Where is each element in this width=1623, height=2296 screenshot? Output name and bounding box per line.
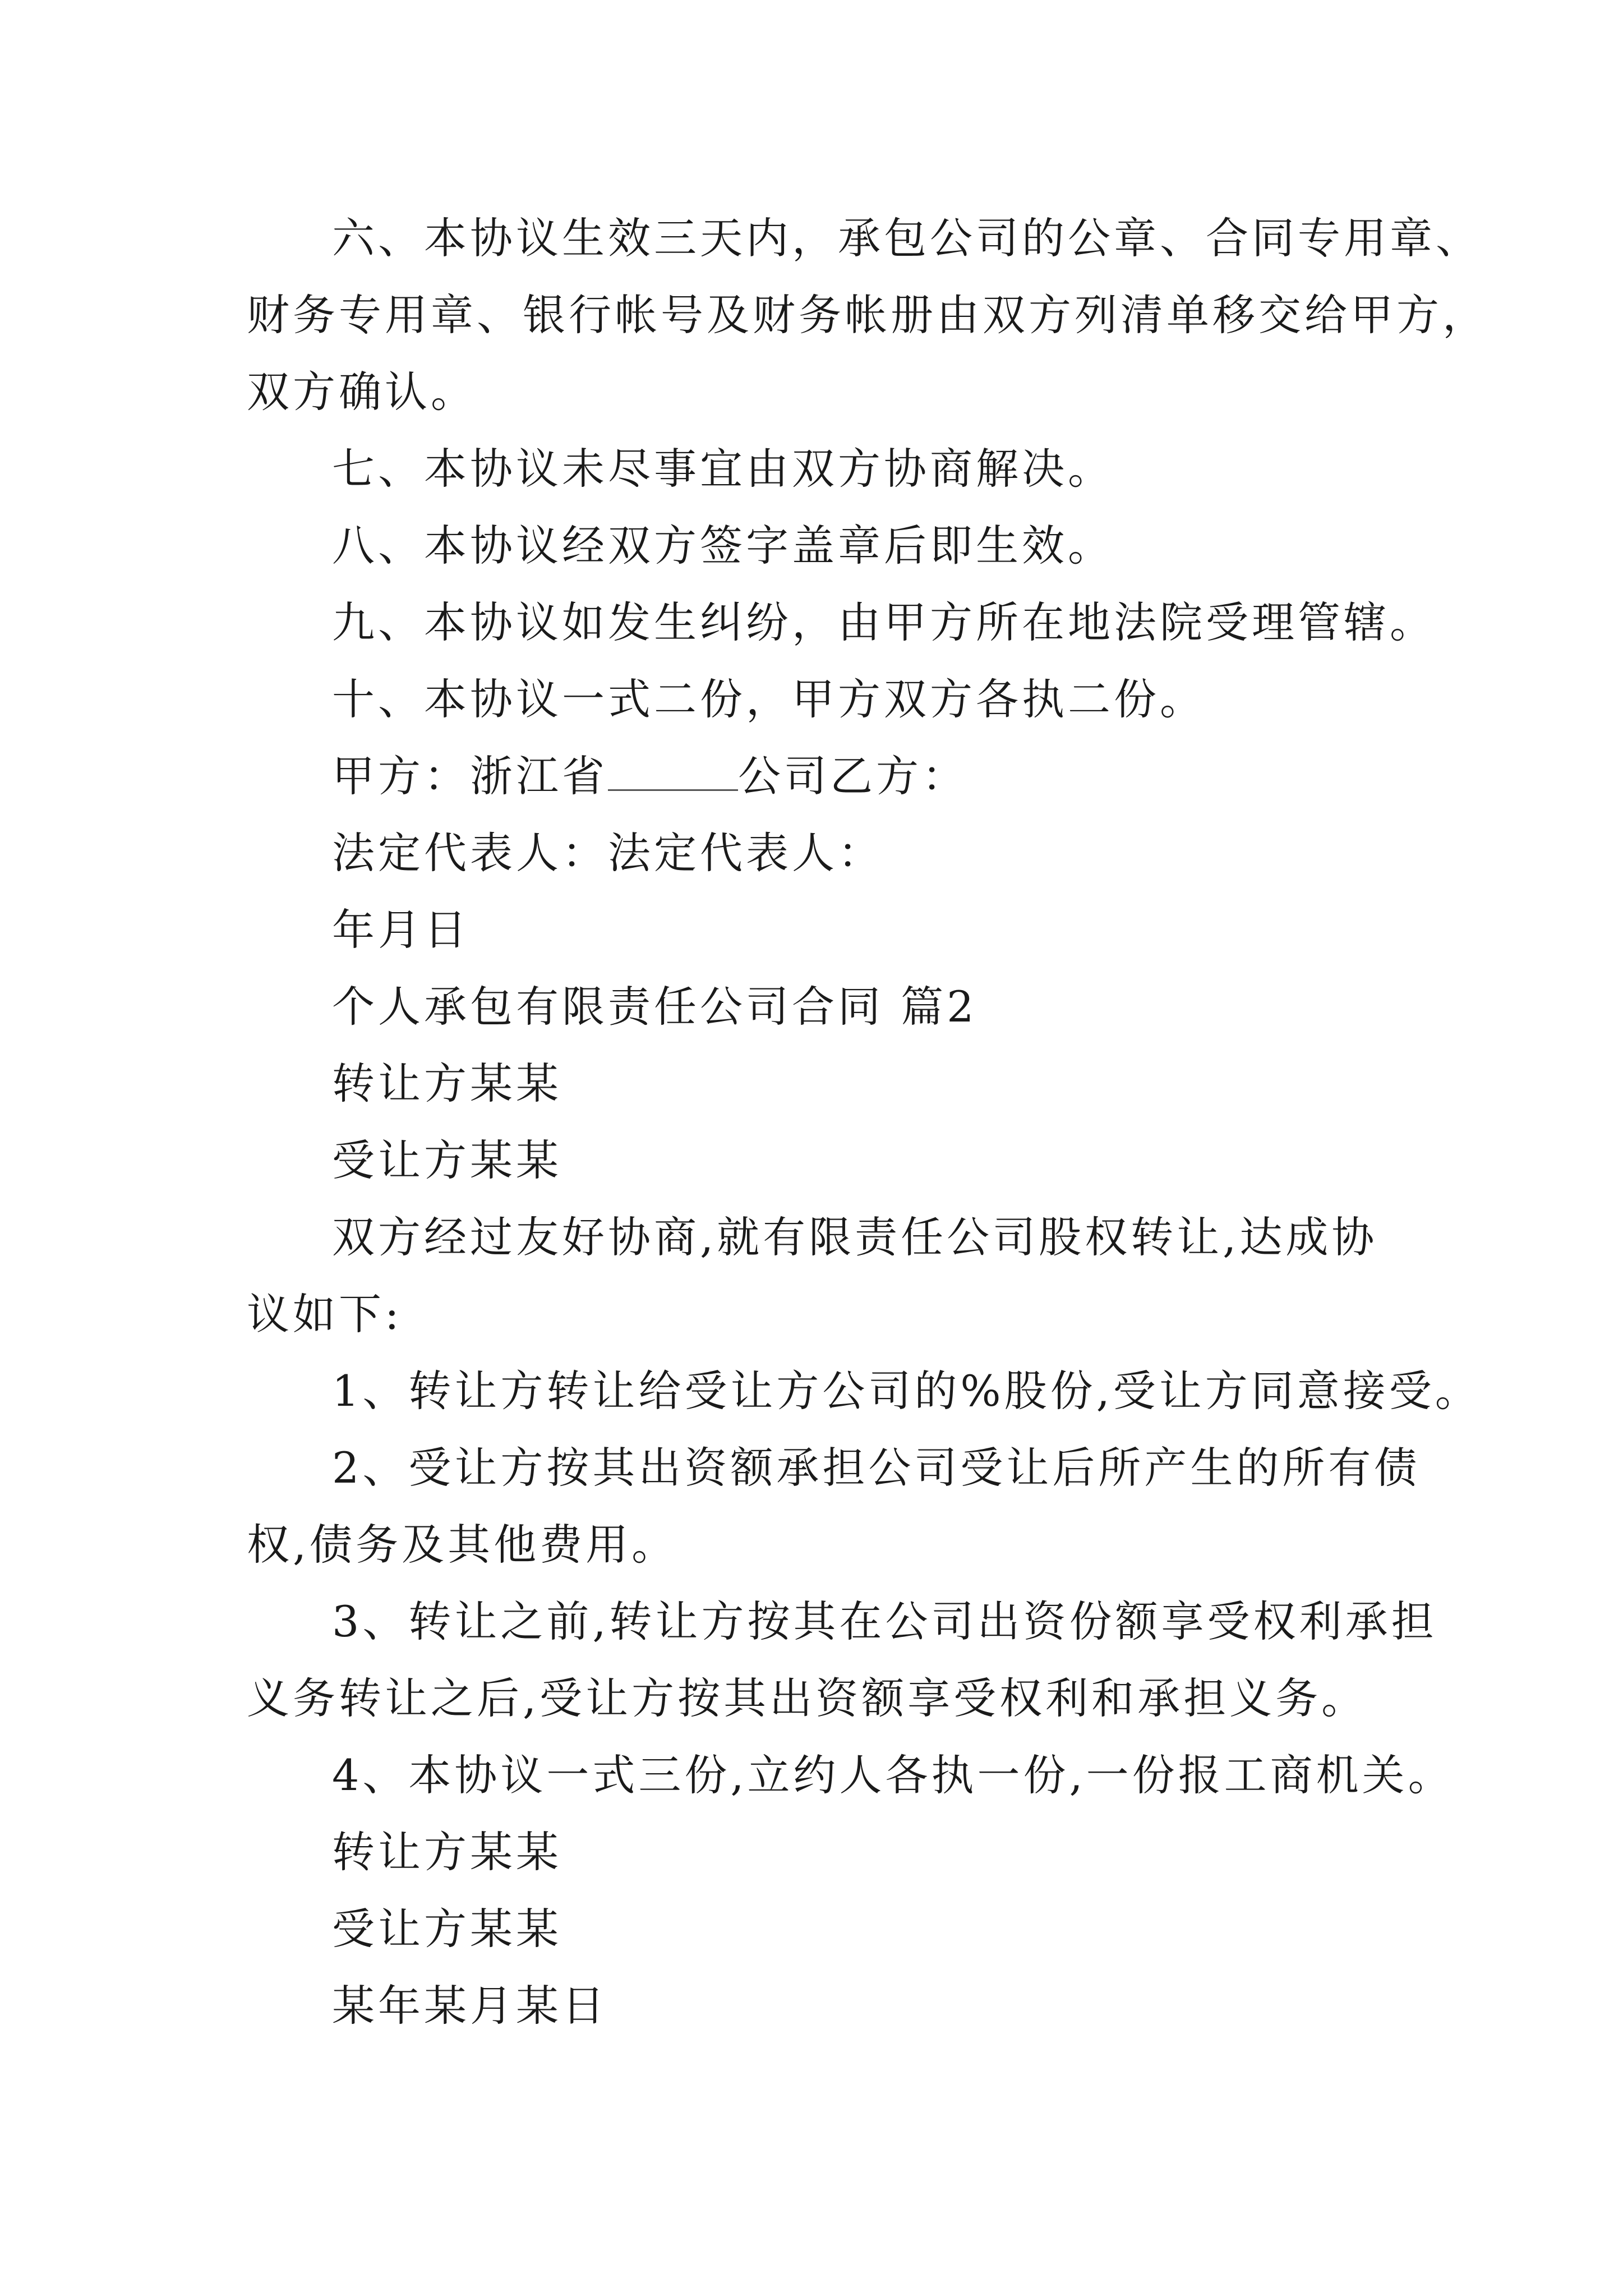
document-body bbox=[247, 200, 1488, 2044]
signature-transferor: 转让方某某 bbox=[332, 1827, 562, 1877]
transferee-line: 受让方某某 bbox=[332, 1135, 562, 1185]
term-4: 4、本协议一式三份,立约人各执一份,一份报工商机关。 bbox=[332, 1750, 1454, 1800]
company-name-blank bbox=[608, 756, 738, 791]
term-2-line-1: 2、受让方按其出资额承担公司受让后所产生的所有债 bbox=[332, 1443, 1421, 1493]
date-line: 年月日 bbox=[332, 905, 470, 955]
clause-7: 七、本协议未尽事宜由双方协商解决。 bbox=[332, 444, 1114, 494]
section-2-title: 个人承包有限责任公司合同 篇2 bbox=[332, 982, 978, 1032]
preamble-line-2: 议如下: bbox=[247, 1289, 403, 1339]
clause-6-line-3: 双方确认。 bbox=[247, 367, 477, 417]
term-1: 1、转让方转让给受让方公司的%股份,受让方同意接受。 bbox=[332, 1366, 1481, 1416]
party-b-label: 公司乙方： bbox=[738, 751, 968, 801]
signature-date: 某年某月某日 bbox=[332, 1981, 608, 2031]
clause-10: 十、本协议一式二份，甲方双方各执二份。 bbox=[332, 674, 1206, 724]
legal-representative-line: 法定代表人：法定代表人： bbox=[332, 828, 884, 878]
clause-6-line-2: 财务专用章、银行帐号及财务帐册由双方列清单移交给甲方， bbox=[247, 290, 1488, 340]
preamble-line-1: 双方经过友好协商,就有限责任公司股权转让,达成协 bbox=[332, 1212, 1378, 1262]
clause-9: 九、本协议如发生纠纷，由甲方所在地法院受理管辖。 bbox=[332, 597, 1436, 647]
term-3-line-2: 义务转让之后,受让方按其出资额享受权利和承担义务。 bbox=[247, 1673, 1368, 1723]
clause-6-line-1: 六、本协议生效三天内，承包公司的公章、合同专用章、 bbox=[332, 213, 1482, 263]
term-2-line-2: 权,债务及其他费用。 bbox=[247, 1520, 678, 1570]
term-3-line-1: 3、转让之前,转让方按其在公司出资份额享受权利承担 bbox=[332, 1596, 1437, 1646]
signature-transferee: 受让方某某 bbox=[332, 1904, 562, 1954]
clause-8: 八、本协议经双方签字盖章后即生效。 bbox=[332, 521, 1114, 570]
transferor-line: 转让方某某 bbox=[332, 1059, 562, 1108]
party-line bbox=[247, 738, 1424, 815]
party-a-label: 甲方：浙江省 bbox=[332, 751, 608, 801]
